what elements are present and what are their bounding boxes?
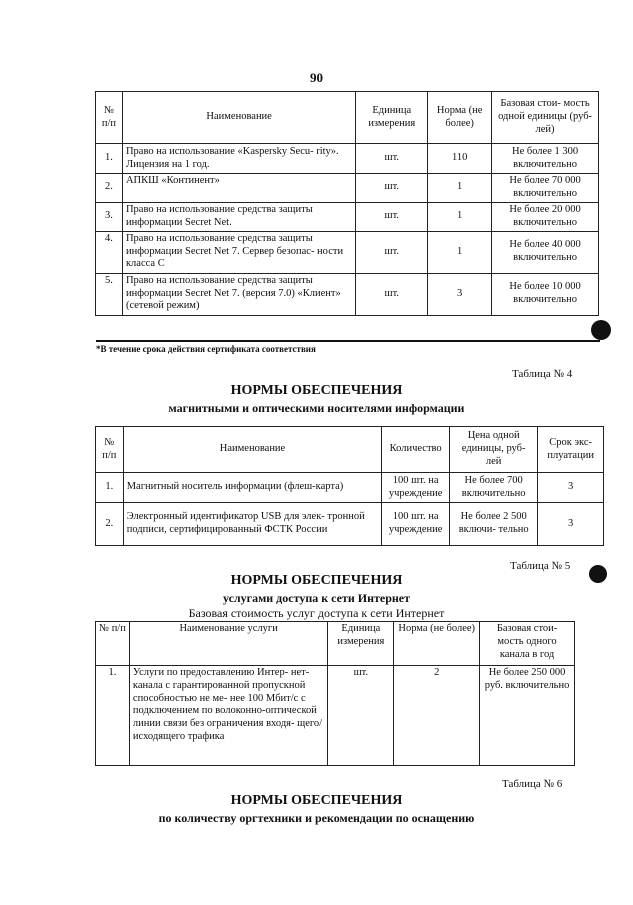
- item-norm: 1: [428, 231, 492, 273]
- col-header: Срок экс- плуатации: [538, 427, 604, 473]
- col-header: Наименование: [123, 427, 382, 473]
- item-price: Не более 40 000 включительно: [492, 231, 599, 273]
- col-header: Базовая стои- мость одной единицы (руб- лей): [492, 92, 599, 144]
- item-norm: 1: [428, 202, 492, 231]
- section-subtitle: по количеству оргтехники и рекомендации по оснащению: [158, 811, 475, 825]
- item-norm: 1: [428, 174, 492, 203]
- row-number: 5.: [96, 273, 123, 315]
- table-row: [96, 273, 599, 315]
- item-norm: 2: [394, 666, 480, 766]
- row-number: 1.: [96, 144, 123, 174]
- binder-hole-mark: [591, 320, 611, 340]
- item-price: Не более 250 000 руб. включительно: [480, 666, 575, 766]
- section-subtitle: услугами доступа к сети Интернет: [222, 591, 411, 605]
- table-row: [96, 144, 599, 174]
- item-unit: шт.: [328, 666, 394, 766]
- table-row: [96, 503, 604, 546]
- item-unit: шт.: [356, 202, 428, 231]
- section-subtitle: магнитными и оптическими носителями информации: [168, 401, 465, 415]
- col-header: Цена одной единицы, руб- лей: [450, 427, 538, 473]
- table-label: Таблица № 4: [512, 368, 573, 380]
- item-price: Не более 20 000 включительно: [492, 202, 599, 231]
- item-name: АПКШ «Континент»: [122, 174, 355, 203]
- table-3: [95, 91, 599, 316]
- item-name: Право на использование средства защиты информации Secret Net 7. Сервер безопас- ности класса С: [122, 231, 355, 273]
- item-norm: 110: [428, 144, 492, 174]
- col-header: Единица измерения: [356, 92, 428, 144]
- item-quantity: 100 шт. на учреждение: [382, 473, 450, 503]
- table-row: [96, 231, 599, 273]
- col-header: Норма (не более): [394, 622, 480, 666]
- table-row: [96, 666, 575, 766]
- item-price: Не более 70 000 включительно: [492, 174, 599, 203]
- col-header: № п/п: [96, 622, 130, 666]
- item-unit: шт.: [356, 231, 428, 273]
- table-row: [96, 174, 599, 203]
- section-title: НОРМЫ ОБЕСПЕЧЕНИЯ: [230, 383, 403, 398]
- item-quantity: 100 шт. на учреждение: [382, 503, 450, 546]
- item-norm: 3: [428, 273, 492, 315]
- item-price: Не более 1 300 включительно: [492, 144, 599, 174]
- col-header: Норма (не более): [428, 92, 492, 144]
- footnote: *В течение срока действия сертификата соответствия: [96, 340, 600, 354]
- section-subtitle-2: Базовая стоимость услуг доступа к сети Интернет: [188, 606, 445, 620]
- binder-hole-mark: [589, 565, 607, 583]
- item-name: Электронный идентификатор USB для элек- тронной подписи, сертифицированный ФСТК России: [123, 503, 382, 546]
- page-number: 90: [310, 70, 323, 85]
- col-header: Наименование: [122, 92, 355, 144]
- col-header: № п/п: [96, 92, 123, 144]
- row-number: 4.: [96, 231, 123, 273]
- item-name: Право на использование средства защиты информации Secret Net.: [122, 202, 355, 231]
- table-label: Таблица № 6: [502, 778, 563, 790]
- item-unit: шт.: [356, 273, 428, 315]
- section-title: НОРМЫ ОБЕСПЕЧЕНИЯ: [230, 793, 403, 808]
- section-title: НОРМЫ ОБЕСПЕЧЕНИЯ: [230, 573, 403, 588]
- item-unit: шт.: [356, 174, 428, 203]
- item-name: Право на использование средства защиты информации Secret Net 7. (версия 7.0) «Клиент» (сетевой режим): [122, 273, 355, 315]
- row-number: 1.: [96, 666, 130, 766]
- row-number: 2.: [96, 174, 123, 203]
- item-name: Право на использование «Kaspersky Secu- rity». Лицензия на 1 год.: [122, 144, 355, 174]
- item-price: Не более 2 500 включи- тельно: [450, 503, 538, 546]
- item-term: 3: [538, 473, 604, 503]
- col-header: Наименование услуги: [129, 622, 327, 666]
- row-number: 3.: [96, 202, 123, 231]
- col-header: № п/п: [96, 427, 124, 473]
- table-4: [95, 426, 604, 546]
- row-number: 1.: [96, 473, 124, 503]
- item-name: Услуги по предоставлению Интер- нет-канала с гарантированной пропускной способностью не ме- нее 100 Мбит/с с подключением по волоконно-оптической линии связи без ограничения входя- щего/исходящего трафика: [129, 666, 327, 766]
- item-term: 3: [538, 503, 604, 546]
- item-price: Не более 700 включительно: [450, 473, 538, 503]
- item-price: Не более 10 000 включительно: [492, 273, 599, 315]
- item-unit: шт.: [356, 144, 428, 174]
- table-label: Таблица № 5: [510, 560, 571, 572]
- item-name: Магнитный носитель информации (флеш-карта): [123, 473, 382, 503]
- row-number: 2.: [96, 503, 124, 546]
- col-header: Количество: [382, 427, 450, 473]
- col-header: Единица измерения: [328, 622, 394, 666]
- table-5: [95, 621, 575, 766]
- table-row: [96, 202, 599, 231]
- table-row: [96, 473, 604, 503]
- col-header: Базовая стои- мость одного канала в год: [480, 622, 575, 666]
